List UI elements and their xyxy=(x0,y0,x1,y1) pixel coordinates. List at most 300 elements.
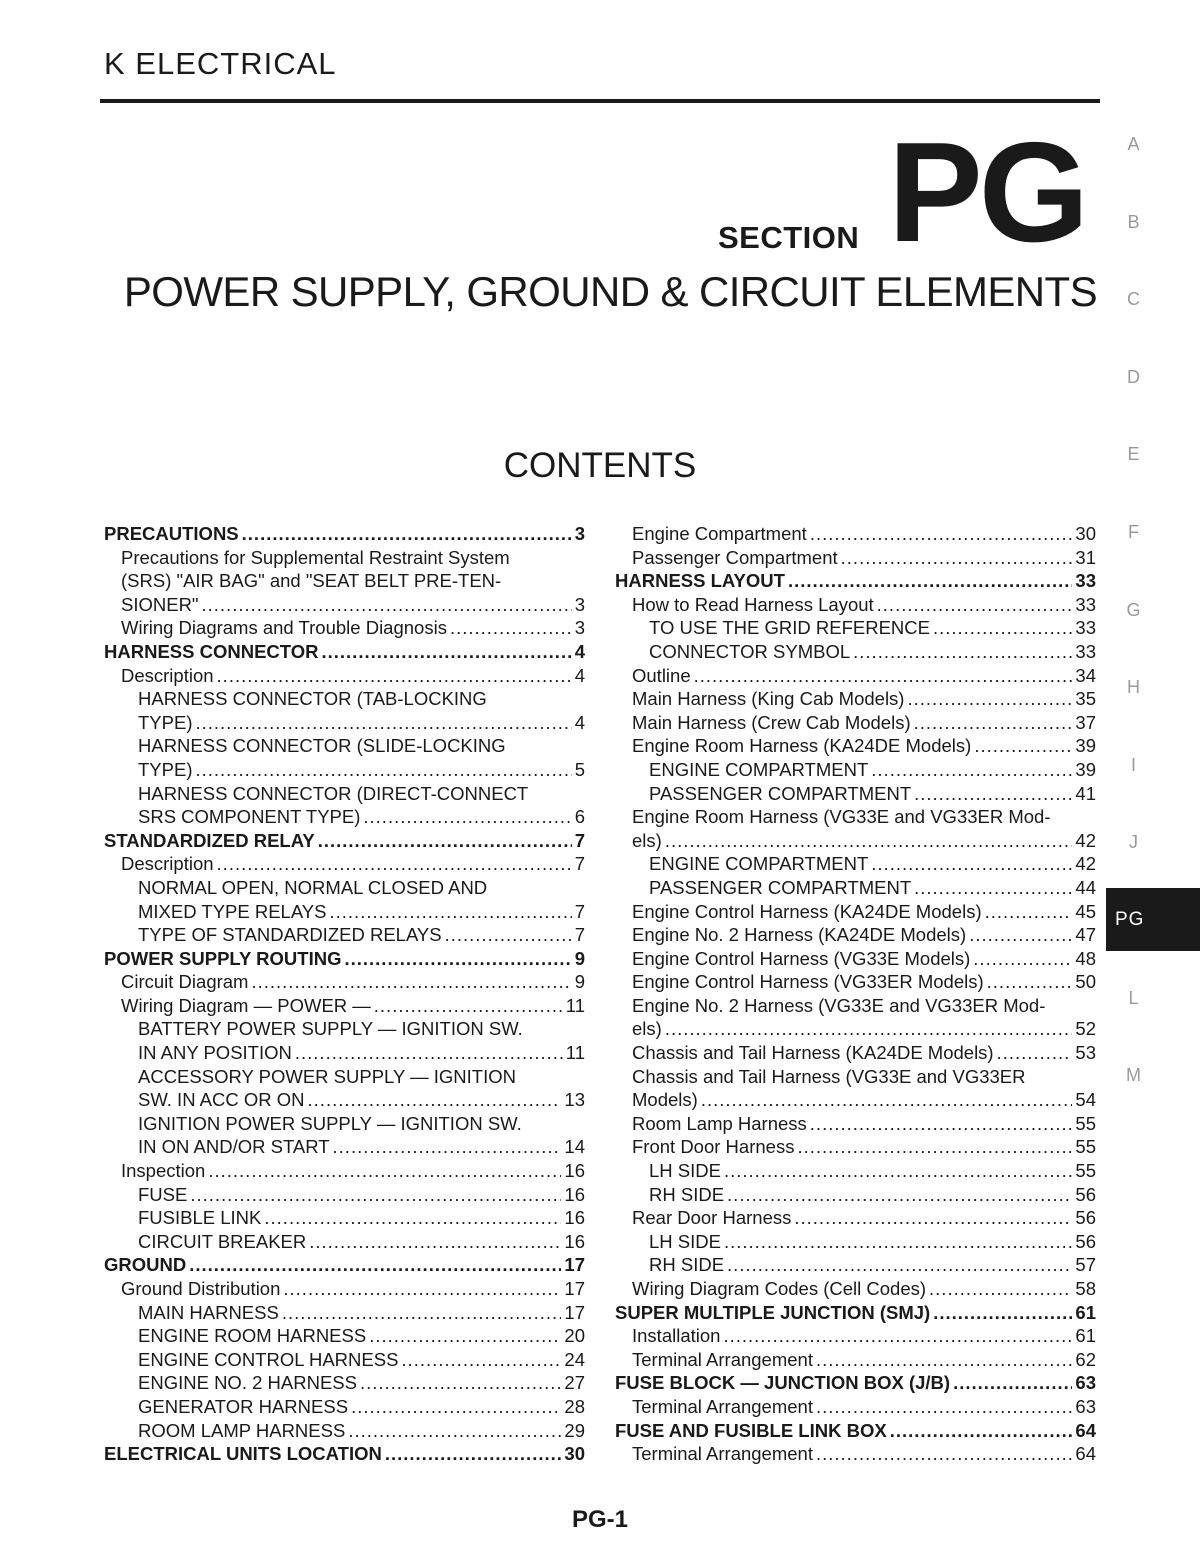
dot-leader xyxy=(694,664,1073,688)
dot-leader xyxy=(242,522,572,546)
section-title: POWER SUPPLY, GROUND & CIRCUIT ELEMENTS xyxy=(123,268,1097,315)
toc-page-number: 28 xyxy=(564,1395,585,1417)
toc-page-number: 54 xyxy=(1075,1089,1096,1111)
dot-leader xyxy=(450,616,572,640)
dot-leader xyxy=(295,1041,563,1065)
dot-leader xyxy=(907,687,1072,711)
toc-entry-title: ENGINE ROOM HARNESS xyxy=(138,1325,367,1347)
toc-entry-title: FUSE xyxy=(138,1183,188,1205)
dot-leader xyxy=(351,1395,561,1419)
toc-entry-title: ENGINE CONTROL HARNESS xyxy=(138,1348,399,1370)
section-tab-f[interactable]: F xyxy=(1128,522,1139,542)
toc-entry[interactable] xyxy=(615,1065,1096,1112)
dot-leader xyxy=(283,1277,561,1301)
dot-leader xyxy=(195,711,571,735)
toc-entry[interactable] xyxy=(615,970,1096,994)
toc-entry[interactable] xyxy=(615,711,1096,735)
dot-leader xyxy=(308,1088,562,1112)
toc-page-number: 27 xyxy=(564,1372,585,1394)
dot-leader xyxy=(318,829,572,853)
toc-entry-title: IN ON AND/OR START xyxy=(138,1136,330,1158)
toc-entry-title-line: Chassis and Tail Harness (VG33E and VG33ER xyxy=(632,1065,1026,1087)
toc-page-number: 37 xyxy=(1075,711,1096,733)
toc-entry-title: Terminal Arrangement xyxy=(632,1395,813,1417)
toc-entry[interactable] xyxy=(615,1253,1096,1277)
toc-entry[interactable] xyxy=(104,970,585,994)
toc-entry[interactable] xyxy=(615,1324,1096,1348)
toc-entry-title: TYPE) xyxy=(138,711,193,733)
toc-entry-title: Main Harness (King Cab Models) xyxy=(632,688,905,710)
toc-entry[interactable] xyxy=(615,1442,1096,1466)
dot-leader xyxy=(344,947,571,971)
toc-page-number: 11 xyxy=(565,994,585,1016)
toc-entry[interactable] xyxy=(615,687,1096,711)
toc-page-number: 62 xyxy=(1075,1348,1096,1370)
dot-leader xyxy=(914,876,1072,900)
toc-page-number: 16 xyxy=(564,1207,585,1229)
dot-leader xyxy=(665,829,1073,853)
toc-page-number: 7 xyxy=(574,900,585,922)
toc-entry-title: IN ANY POSITION xyxy=(138,1042,292,1064)
toc-entry[interactable] xyxy=(615,664,1096,688)
toc-entry[interactable] xyxy=(615,947,1096,971)
toc-entry[interactable] xyxy=(615,900,1096,924)
dot-leader xyxy=(985,900,1073,924)
toc-entry[interactable] xyxy=(615,994,1096,1041)
dot-leader xyxy=(190,1183,561,1207)
dot-leader xyxy=(724,1230,1072,1254)
toc-page-number: 17 xyxy=(564,1278,585,1299)
toc-page-number: 64 xyxy=(1075,1443,1096,1465)
toc-page-number: 3 xyxy=(574,593,585,615)
toc-entry[interactable] xyxy=(104,876,585,923)
toc-entry-title: Engine Control Harness (VG33ER Models) xyxy=(632,971,984,993)
dot-leader xyxy=(208,1159,561,1183)
section-tab-l[interactable]: L xyxy=(1128,987,1139,1008)
toc-entry[interactable] xyxy=(615,805,1096,852)
toc-entry-title: GENERATOR HARNESS xyxy=(138,1395,349,1417)
dot-leader xyxy=(445,923,572,947)
toc-page-number: 61 xyxy=(1075,1301,1096,1323)
page-number: PG-1 xyxy=(571,1506,628,1533)
toc-page-number: 33 xyxy=(1075,617,1096,639)
toc-entry[interactable] xyxy=(104,1301,585,1325)
dot-leader xyxy=(853,640,1072,664)
toc-entry-title: TYPE OF STANDARDIZED RELAYS xyxy=(138,924,442,946)
toc-right-column xyxy=(615,522,1096,1466)
section-tab-active[interactable]: PG xyxy=(1106,888,1200,951)
toc-entry-title: Inspection xyxy=(121,1160,206,1182)
toc-entry-title: ENGINE COMPARTMENT xyxy=(649,758,869,780)
toc-entry-title-line: NORMAL OPEN, NORMAL CLOSED AND xyxy=(138,876,488,898)
dot-leader xyxy=(877,593,1073,617)
toc-entry[interactable] xyxy=(104,829,585,853)
toc-entry[interactable] xyxy=(615,546,1096,570)
toc-entry[interactable] xyxy=(615,1395,1096,1419)
toc-entry[interactable] xyxy=(104,852,585,876)
dot-leader xyxy=(723,1324,1072,1348)
toc-entry[interactable] xyxy=(104,1159,585,1183)
toc-entry-title: ENGINE COMPARTMENT xyxy=(649,853,869,875)
dot-leader xyxy=(727,1253,1072,1277)
toc-entry[interactable] xyxy=(104,1395,585,1419)
toc-page-number: 3 xyxy=(574,523,585,544)
toc-entry[interactable] xyxy=(104,664,585,688)
toc-entry[interactable] xyxy=(104,1371,585,1395)
toc-page-number: 31 xyxy=(1075,546,1096,568)
dot-leader xyxy=(797,1135,1072,1159)
toc-page-number: 20 xyxy=(564,1325,585,1347)
toc-entry-title-line: HARNESS CONNECTOR (DIRECT-CONNECT xyxy=(138,782,529,804)
toc-page-number: 17 xyxy=(564,1301,585,1323)
section-tab-m[interactable]: M xyxy=(1126,1065,1141,1086)
toc-page-number: 16 xyxy=(564,1183,585,1205)
contents-heading: CONTENTS xyxy=(503,446,697,485)
dot-leader xyxy=(724,1159,1072,1183)
toc-page-number: 7 xyxy=(574,829,585,851)
toc-entry[interactable] xyxy=(104,522,585,546)
toc-page-number: 57 xyxy=(1075,1254,1096,1276)
dot-leader xyxy=(816,1395,1072,1419)
toc-page-number: 64 xyxy=(1075,1419,1096,1441)
toc-entry-title: Circuit Diagram xyxy=(121,971,249,993)
toc-entry-title: Main Harness (Crew Cab Models) xyxy=(632,711,911,733)
toc-entry-title: TYPE) xyxy=(138,758,193,780)
toc-entry[interactable] xyxy=(615,1041,1096,1065)
toc-entry[interactable] xyxy=(615,876,1096,900)
toc-page-number: 55 xyxy=(1075,1160,1096,1182)
toc-entry-title: HARNESS LAYOUT xyxy=(615,570,785,592)
toc-entry-title-line: ACCESSORY POWER SUPPLY — IGNITION xyxy=(138,1065,516,1087)
dot-leader xyxy=(665,1017,1073,1041)
dot-leader xyxy=(217,664,572,688)
toc-entry-title: GROUND xyxy=(104,1254,187,1276)
toc-page-number: 33 xyxy=(1075,640,1096,662)
toc-entry-title-line: BATTERY POWER SUPPLY — IGNITION SW. xyxy=(138,1018,523,1040)
toc-entry[interactable] xyxy=(615,569,1096,593)
dot-leader xyxy=(363,805,571,829)
toc-entry-title: STANDARDIZED RELAY xyxy=(104,829,315,851)
dot-leader xyxy=(401,1348,561,1372)
toc-entry-title: Models) xyxy=(632,1089,698,1111)
section-tab-h[interactable]: H xyxy=(1127,677,1140,698)
dot-leader xyxy=(933,616,1072,640)
toc-entry-title: Chassis and Tail Harness (KA24DE Models) xyxy=(632,1042,994,1064)
toc-page-number: 41 xyxy=(1075,782,1096,804)
toc-entry-title: POWER SUPPLY ROUTING xyxy=(104,947,342,969)
toc-entry[interactable] xyxy=(615,852,1096,876)
toc-entry[interactable] xyxy=(104,994,585,1018)
toc-page-number: 7 xyxy=(574,924,585,946)
section-tab-i[interactable]: I xyxy=(1130,754,1136,775)
toc-page-number: 50 xyxy=(1075,971,1096,993)
toc-entry[interactable] xyxy=(104,1112,585,1159)
toc-entry-title: SW. IN ACC OR ON xyxy=(138,1089,305,1111)
toc-entry-title: Installation xyxy=(632,1325,721,1347)
toc-page-number: 11 xyxy=(565,1042,585,1064)
toc-entry-title: PASSENGER COMPARTMENT xyxy=(649,782,912,804)
toc-entry-title: TO USE THE GRID REFERENCE xyxy=(649,617,930,639)
toc-entry-title: Wiring Diagram Codes (Cell Codes) xyxy=(632,1278,927,1299)
toc-entry-title: ELECTRICAL UNITS LOCATION xyxy=(104,1443,382,1465)
toc-entry-title: Outline xyxy=(632,664,691,686)
toc-entry-title: Description xyxy=(121,664,214,686)
section-tab-g[interactable]: G xyxy=(1126,599,1141,620)
toc-entry[interactable] xyxy=(104,734,585,781)
toc-entry-title-line: HARNESS CONNECTOR (TAB-LOCKING xyxy=(138,688,487,710)
toc-entry-title: Description xyxy=(121,853,214,875)
toc-page-number: 17 xyxy=(564,1254,585,1276)
toc-entry-title-line: IGNITION POWER SUPPLY — IGNITION SW. xyxy=(138,1112,522,1134)
dot-leader xyxy=(794,1206,1072,1230)
toc-page-number: 63 xyxy=(1075,1372,1096,1394)
toc-entry[interactable] xyxy=(615,1301,1096,1325)
dot-leader xyxy=(385,1442,562,1466)
toc-page-number: 16 xyxy=(564,1230,585,1252)
toc-entry-title: CIRCUIT BREAKER xyxy=(138,1230,307,1252)
dot-leader xyxy=(369,1324,561,1348)
toc-page-number: 33 xyxy=(1075,570,1096,592)
dot-leader xyxy=(974,734,1072,758)
section-tab-a[interactable]: A xyxy=(1127,134,1140,154)
toc-entry-title: Passenger Compartment xyxy=(632,546,838,568)
dot-leader xyxy=(251,970,571,994)
toc-entry-title: HARNESS CONNECTOR xyxy=(104,640,319,662)
toc-entry-title: Rear Door Harness xyxy=(632,1207,792,1229)
toc-entry-title: LH SIDE xyxy=(649,1230,721,1252)
toc-entry-title: RH SIDE xyxy=(649,1183,725,1205)
toc-entry-title: Ground Distribution xyxy=(121,1278,281,1299)
toc-page-number: 30 xyxy=(1075,523,1096,544)
section-code: PG xyxy=(888,113,1086,272)
toc-entry[interactable] xyxy=(104,1253,585,1277)
dot-leader xyxy=(217,852,572,876)
toc-entry-title-line: Engine Room Harness (VG33E and VG33ER Mod- xyxy=(632,806,1051,828)
toc-entry-title: MIXED TYPE RELAYS xyxy=(138,900,327,922)
toc-page-number: 52 xyxy=(1075,1018,1096,1040)
toc-page-number: 42 xyxy=(1075,853,1096,875)
toc-entry-title: Wiring Diagram — POWER — xyxy=(121,994,371,1016)
dot-leader xyxy=(973,947,1072,971)
dot-leader xyxy=(871,758,1072,782)
toc-entry[interactable] xyxy=(615,1159,1096,1183)
dot-leader xyxy=(701,1088,1073,1112)
toc-page-number: 35 xyxy=(1075,688,1096,710)
dot-leader xyxy=(929,1277,1072,1301)
dot-leader xyxy=(360,1371,561,1395)
toc-page-number: 6 xyxy=(574,806,585,828)
toc-page-number: 42 xyxy=(1075,829,1096,851)
section-tab-b[interactable]: B xyxy=(1127,211,1140,232)
toc-entry-title: CONNECTOR SYMBOL xyxy=(649,640,851,662)
toc-entry-title: PASSENGER COMPARTMENT xyxy=(649,876,912,898)
toc-entry[interactable] xyxy=(104,616,585,640)
toc-page-number: 9 xyxy=(574,971,585,993)
dot-leader xyxy=(969,923,1072,947)
toc-left-column xyxy=(104,522,585,1466)
toc-page-number: 30 xyxy=(564,1443,585,1465)
toc-entry-title: Wiring Diagrams and Trouble Diagnosis xyxy=(121,617,447,639)
toc-page-number: 58 xyxy=(1075,1278,1096,1299)
dot-leader xyxy=(987,970,1073,994)
toc-entry-title: ROOM LAMP HARNESS xyxy=(138,1419,346,1441)
section-tab-d[interactable]: D xyxy=(1127,366,1140,387)
toc-entry[interactable] xyxy=(615,1277,1096,1301)
dot-leader xyxy=(282,1301,562,1325)
toc-page-number: 45 xyxy=(1075,900,1096,922)
dot-leader xyxy=(333,1135,562,1159)
dot-leader xyxy=(348,1419,561,1443)
toc-entry[interactable] xyxy=(615,1112,1096,1136)
toc-page-number: 3 xyxy=(574,617,585,639)
toc-entry[interactable] xyxy=(104,947,585,971)
toc-entry[interactable] xyxy=(615,1206,1096,1230)
toc-entry-title: els) xyxy=(632,1018,662,1040)
toc-page-number: 9 xyxy=(574,947,585,969)
toc-entry[interactable] xyxy=(615,782,1096,806)
toc-entry-title: Terminal Arrangement xyxy=(632,1443,813,1465)
toc-page-number: 13 xyxy=(564,1089,585,1111)
toc-entry[interactable] xyxy=(104,1017,585,1064)
dot-leader xyxy=(374,994,563,1018)
toc-page-number: 7 xyxy=(574,853,585,875)
toc-page-number: 39 xyxy=(1075,735,1096,757)
toc-entry-title-line: Precautions for Supplemental Restraint System xyxy=(121,546,510,568)
section-label: SECTION xyxy=(718,220,860,255)
toc-entry-title: Terminal Arrangement xyxy=(632,1348,813,1370)
toc-entry[interactable] xyxy=(104,782,585,829)
toc-entry-title: PRECAUTIONS xyxy=(104,523,239,544)
dot-leader xyxy=(871,852,1072,876)
toc-entry-title: SRS COMPONENT TYPE) xyxy=(138,806,361,828)
dot-leader xyxy=(890,1419,1073,1443)
toc-entry-title: FUSE AND FUSIBLE LINK BOX xyxy=(615,1419,887,1441)
toc-page-number: 55 xyxy=(1075,1112,1096,1134)
toc-entry-title: ENGINE NO. 2 HARNESS xyxy=(138,1372,357,1394)
dot-leader xyxy=(727,1183,1072,1207)
toc-entry[interactable] xyxy=(104,687,585,734)
toc-entry[interactable] xyxy=(615,593,1096,617)
dot-leader xyxy=(788,569,1072,593)
toc-entry[interactable] xyxy=(104,1230,585,1254)
toc-page-number: 53 xyxy=(1075,1042,1096,1064)
toc-entry-title: Engine Compartment xyxy=(632,523,807,544)
toc-entry[interactable] xyxy=(104,923,585,947)
toc-entry[interactable] xyxy=(104,1324,585,1348)
toc-entry[interactable] xyxy=(104,1277,585,1301)
toc-page-number: 44 xyxy=(1075,876,1096,898)
toc-entry[interactable] xyxy=(615,640,1096,664)
toc-page-number: 63 xyxy=(1075,1395,1096,1417)
header-rule xyxy=(100,99,1100,103)
toc-entry-title: MAIN HARNESS xyxy=(138,1301,279,1323)
toc-entry-title: RH SIDE xyxy=(649,1254,725,1276)
dot-leader xyxy=(189,1253,561,1277)
toc-entry[interactable] xyxy=(104,1442,585,1466)
toc-entry[interactable] xyxy=(104,546,585,617)
toc-page-number: 47 xyxy=(1075,924,1096,946)
toc-entry-title: SIONER" xyxy=(121,593,199,615)
section-group-heading: K ELECTRICAL xyxy=(104,46,337,81)
toc-entry[interactable] xyxy=(615,923,1096,947)
toc-entry[interactable] xyxy=(615,1348,1096,1372)
toc-entry-title: Engine Room Harness (KA24DE Models) xyxy=(632,735,972,757)
toc-page-number: 24 xyxy=(564,1348,585,1370)
dot-leader xyxy=(997,1041,1073,1065)
section-tab-e[interactable]: E xyxy=(1127,444,1140,465)
toc-entry-title: Engine Control Harness (VG33E Models) xyxy=(632,947,971,969)
dot-leader xyxy=(816,1442,1072,1466)
toc-entry-title: How to Read Harness Layout xyxy=(632,593,874,615)
toc-entry-title-line: HARNESS CONNECTOR (SLIDE-LOCKING xyxy=(138,735,506,757)
toc-page-number: 55 xyxy=(1075,1136,1096,1158)
dot-leader xyxy=(933,1301,1072,1325)
dot-leader xyxy=(195,758,571,782)
toc-page-number: 14 xyxy=(564,1136,585,1158)
toc-page-number: 61 xyxy=(1075,1325,1096,1347)
toc-page-number: 56 xyxy=(1075,1183,1096,1205)
toc-page-number: 16 xyxy=(564,1160,585,1182)
toc-page-number: 4 xyxy=(574,640,585,662)
toc-entry-title: Engine Control Harness (KA24DE Models) xyxy=(632,900,982,922)
toc-entry[interactable] xyxy=(104,1206,585,1230)
toc-page-number: 4 xyxy=(574,664,585,686)
dot-leader xyxy=(914,782,1072,806)
toc-page-number: 56 xyxy=(1075,1230,1096,1252)
toc-entry[interactable] xyxy=(104,1419,585,1443)
toc-entry-title: SUPER MULTIPLE JUNCTION (SMJ) xyxy=(615,1301,931,1323)
dot-leader xyxy=(914,711,1073,735)
dot-leader xyxy=(810,522,1073,546)
toc-page-number: 33 xyxy=(1075,593,1096,615)
section-tab-j[interactable]: J xyxy=(1129,832,1138,853)
toc-page-number: 56 xyxy=(1075,1207,1096,1229)
toc-entry[interactable] xyxy=(615,1183,1096,1207)
toc-entry[interactable] xyxy=(615,758,1096,782)
toc-entry[interactable] xyxy=(104,1348,585,1372)
toc-entry[interactable] xyxy=(615,522,1096,546)
dot-leader xyxy=(810,1112,1073,1136)
dot-leader xyxy=(816,1348,1072,1372)
toc-entry-title: FUSE BLOCK — JUNCTION BOX (J/B) xyxy=(615,1372,951,1394)
toc-entry-title: Engine No. 2 Harness (KA24DE Models) xyxy=(632,924,967,946)
toc-entry[interactable] xyxy=(615,1135,1096,1159)
toc-entry-title: els) xyxy=(632,829,662,851)
dot-leader xyxy=(841,546,1073,570)
toc-entry[interactable] xyxy=(104,640,585,664)
toc-entry-title: LH SIDE xyxy=(649,1160,721,1182)
toc-entry[interactable] xyxy=(615,1371,1096,1395)
toc-page-number: 4 xyxy=(574,711,585,733)
toc-entry[interactable] xyxy=(615,1230,1096,1254)
dot-leader xyxy=(264,1206,561,1230)
toc-page-number: 5 xyxy=(574,758,585,780)
toc-entry[interactable] xyxy=(615,734,1096,758)
toc-page-number: 34 xyxy=(1075,664,1096,686)
dot-leader xyxy=(202,593,572,617)
section-tab-c[interactable]: C xyxy=(1127,289,1140,310)
toc-page-number: 39 xyxy=(1075,758,1096,780)
toc-entry[interactable] xyxy=(615,616,1096,640)
toc-entry[interactable] xyxy=(104,1183,585,1207)
toc-entry[interactable] xyxy=(104,1065,585,1112)
dot-leader xyxy=(330,900,572,924)
dot-leader xyxy=(309,1230,561,1254)
toc-page-number: 48 xyxy=(1075,947,1096,969)
toc-entry-title-line: (SRS) "AIR BAG" and "SEAT BELT PRE-TEN- xyxy=(121,570,502,592)
toc-entry[interactable] xyxy=(615,1419,1096,1443)
toc-entry-title-line: Engine No. 2 Harness (VG33E and VG33ER Mod- xyxy=(632,994,1046,1016)
